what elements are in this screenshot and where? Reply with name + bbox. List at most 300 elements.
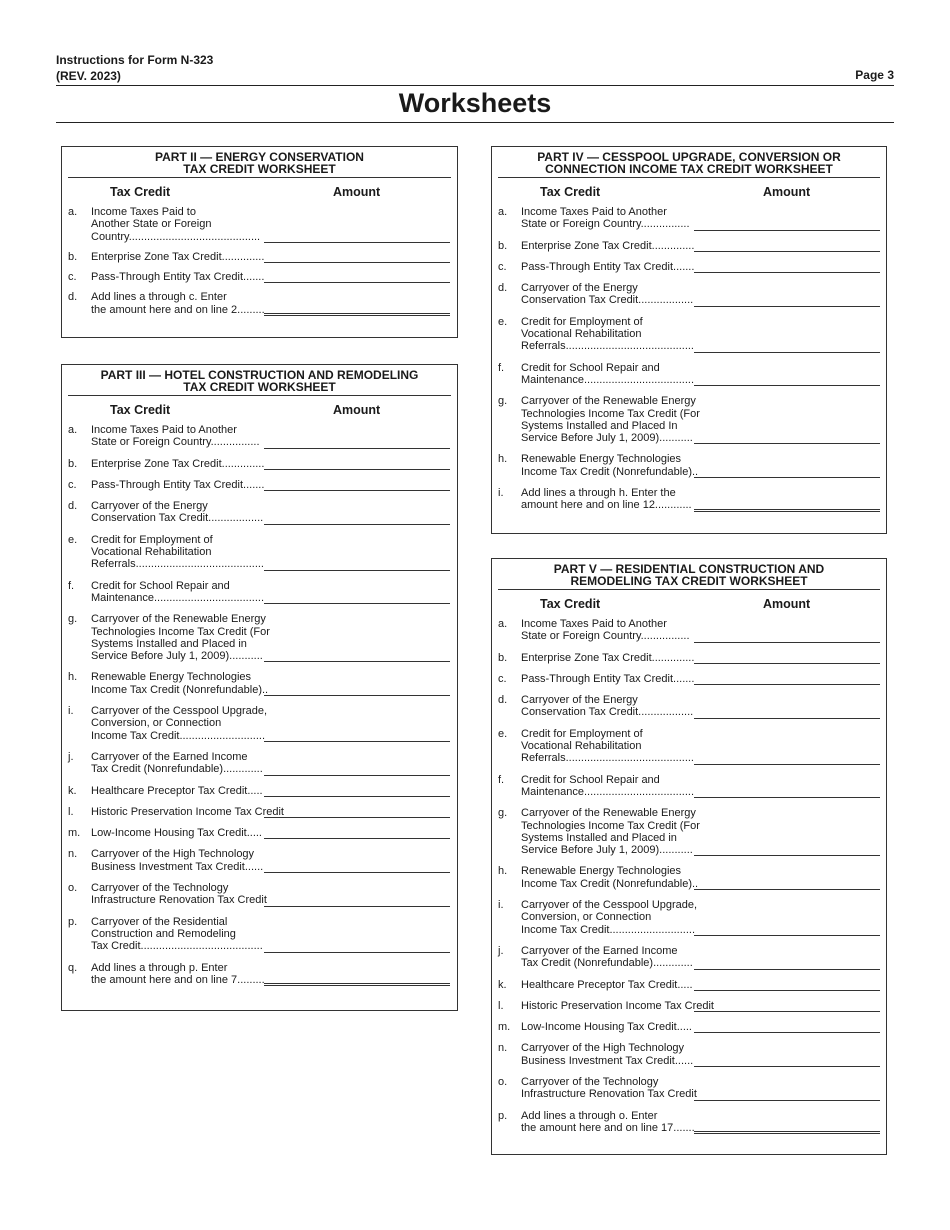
line-description-text: Credit for Employment of	[521, 315, 643, 328]
column-headers	[68, 396, 451, 418]
amount-entry-line[interactable]	[694, 662, 880, 664]
line-description	[521, 1021, 691, 1033]
worksheet-line	[498, 487, 880, 512]
line-description-text: Credit for School Repair and	[91, 579, 230, 592]
line-description	[521, 999, 714, 1012]
line-description-text: Pass-Through Entity Tax Credit.......	[91, 478, 265, 491]
amount-entry-line[interactable]	[694, 1010, 880, 1012]
amount-entry-line[interactable]	[264, 569, 450, 571]
line-description-text: Pass-Through Entity Tax Credit.......	[521, 672, 695, 685]
worksheet-title-line: PART II — ENERGY CONSERVATION	[155, 150, 364, 164]
amount-entry-line[interactable]	[694, 641, 880, 643]
line-description-text: Construction and Remodeling	[91, 927, 236, 940]
worksheet-line	[68, 500, 451, 525]
line-description	[521, 672, 695, 685]
amount-entry-line[interactable]	[694, 989, 880, 991]
line-letter: b.	[68, 250, 78, 263]
worksheet-line	[68, 458, 451, 470]
line-description	[91, 579, 265, 605]
worksheet-line	[68, 827, 451, 839]
amount-entry-line[interactable]	[264, 468, 450, 470]
line-letter: m.	[68, 827, 81, 840]
line-description	[91, 424, 261, 449]
worksheet-title-line: REMODELING TAX CREDIT WORKSHEET	[570, 574, 808, 588]
line-description-text: Historic Preservation Income Tax Credit	[521, 999, 714, 1012]
line-description-text: Credit for Employment of	[521, 727, 643, 740]
worksheet-line	[498, 1042, 880, 1067]
amount-entry-line[interactable]	[264, 602, 450, 604]
worksheet-title-line: PART III — HOTEL CONSTRUCTION AND REMODELING	[100, 368, 419, 382]
line-letter: p.	[68, 915, 78, 928]
amount-entry-line[interactable]	[694, 888, 880, 890]
line-description-text: Carryover of the Renewable Energy	[91, 613, 266, 626]
worksheet-line	[68, 251, 451, 263]
line-description-text: Carryover of the Earned Income	[521, 944, 678, 957]
worksheet-line	[498, 453, 880, 478]
worksheet-title	[68, 365, 451, 396]
amount-entry-line[interactable]	[264, 837, 450, 839]
worksheet-line	[68, 613, 451, 662]
line-letter: f.	[498, 773, 505, 786]
line-description-text: Conservation Tax Credit..................	[521, 706, 694, 719]
line-description-text: Renewable Energy Technologies	[91, 671, 252, 684]
worksheet-line	[498, 694, 880, 719]
amount-entry-line[interactable]	[694, 683, 880, 685]
line-description-text: Renewable Energy Technologies	[521, 453, 682, 466]
line-description-text: Enterprise Zone Tax Credit..............	[91, 457, 265, 470]
amount-entry-line[interactable]	[694, 763, 880, 765]
line-description	[521, 487, 691, 512]
line-description	[521, 979, 691, 991]
amount-entry-line[interactable]	[264, 312, 450, 316]
amount-entry-line[interactable]	[264, 261, 450, 263]
line-description-text: Income Taxes Paid to Another	[521, 206, 667, 218]
line-description-text: Maintenance....................................	[521, 785, 695, 798]
amount-entry-line[interactable]	[694, 250, 880, 252]
amount-entry-line[interactable]	[694, 1130, 880, 1134]
part-3-worksheet	[61, 364, 458, 1011]
amount-entry-line[interactable]	[694, 1031, 880, 1033]
line-letter: o.	[498, 1076, 508, 1089]
line-description-text: Credit for Employment of	[91, 533, 213, 546]
amount-entry-line[interactable]	[694, 717, 880, 719]
amount-entry-line[interactable]	[264, 795, 450, 797]
form-identifier	[56, 52, 213, 84]
line-letter: e.	[68, 533, 78, 546]
line-description	[521, 727, 694, 765]
line-description-text: State or Foreign Country................	[521, 218, 690, 231]
worksheet-line	[498, 282, 880, 307]
line-description	[521, 651, 695, 664]
line-letter: k.	[498, 978, 507, 991]
line-description	[521, 1042, 694, 1067]
line-letter: a.	[68, 206, 78, 218]
amount-entry-line[interactable]	[694, 442, 880, 444]
line-description-text: Infrastructure Renovation Tax Credit	[91, 894, 267, 907]
line-description	[521, 260, 695, 273]
column-headers	[68, 178, 451, 200]
line-description	[91, 271, 265, 284]
amount-entry-line[interactable]	[264, 660, 450, 662]
worksheet-line	[498, 979, 880, 991]
line-description	[91, 827, 261, 839]
line-letter: d.	[68, 500, 78, 513]
line-description-text: Technologies Income Tax Credit (For	[521, 407, 700, 420]
line-letter: j.	[498, 944, 504, 957]
line-description-text: the amount here and on line 17.......	[521, 1121, 695, 1134]
line-letter: h.	[498, 453, 508, 466]
amount-entry-line[interactable]	[694, 854, 880, 856]
amount-entry-line[interactable]	[694, 351, 880, 353]
line-description-text: Service Before July 1, 2009)...........	[91, 650, 263, 663]
worksheet-line	[68, 705, 451, 742]
line-description-text: Enterprise Zone Tax Credit..............	[521, 239, 695, 252]
line-description-text: Carryover of the Technology	[91, 882, 229, 895]
line-description	[521, 945, 691, 970]
amount-entry-line[interactable]	[264, 740, 450, 742]
line-description-text: Historic Preservation Income Tax Credit	[91, 805, 284, 818]
amount-entry-line[interactable]	[694, 934, 880, 936]
line-description-text: Tax Credit (Nonrefundable).............	[521, 957, 693, 970]
worksheet-title-line: CONNECTION INCOME TAX CREDIT WORKSHEET	[545, 162, 833, 176]
line-description-text: Conservation Tax Credit..................	[91, 512, 264, 525]
amount-entry-line[interactable]	[264, 523, 450, 525]
worksheet-line	[68, 271, 451, 283]
line-description-text: Technologies Income Tax Credit (For	[521, 819, 700, 832]
line-letter: m.	[498, 1021, 511, 1034]
line-letter: h.	[68, 671, 78, 684]
line-description-text: Healthcare Preceptor Tax Credit.....	[521, 978, 693, 991]
line-description-text: Vocational Rehabilitation	[521, 740, 642, 753]
worksheet-line	[498, 1110, 880, 1135]
line-description-text: Another State or Foreign	[91, 218, 212, 231]
amount-entry-line[interactable]	[264, 871, 450, 873]
amount-entry-line[interactable]	[694, 1065, 880, 1067]
line-description-text: Business Investment Tax Credit......	[521, 1054, 694, 1067]
line-description-text: State or Foreign Country................	[521, 630, 690, 643]
amount-entry-line[interactable]	[264, 281, 450, 283]
line-letter: g.	[498, 395, 508, 408]
worksheet-line	[498, 1076, 880, 1101]
line-description-text: Infrastructure Renovation Tax Credit	[521, 1088, 697, 1101]
column-headers	[498, 178, 880, 200]
line-letter: d.	[498, 282, 508, 295]
line-letter: c.	[498, 672, 507, 685]
worksheet-line	[68, 806, 451, 818]
line-description-text: Carryover of the Earned Income	[91, 750, 248, 763]
worksheet-line	[68, 751, 451, 776]
line-description	[91, 751, 261, 776]
amount-entry-line[interactable]	[694, 229, 880, 231]
line-description-text: Add lines a through o. Enter	[521, 1109, 658, 1122]
amount-entry-line[interactable]	[264, 816, 450, 818]
worksheet-line	[498, 261, 880, 273]
line-description-text: Pass-Through Entity Tax Credit.......	[91, 271, 265, 284]
worksheet-line	[498, 316, 880, 353]
line-letter: f.	[68, 579, 75, 592]
line-description-text: Income Tax Credit............................	[91, 729, 266, 742]
worksheet-line	[498, 652, 880, 664]
worksheet-line	[498, 945, 880, 970]
line-description-text: Carryover of the Cesspool Upgrade,	[91, 705, 268, 718]
amount-entry-line[interactable]	[694, 384, 880, 386]
line-description	[521, 1109, 695, 1135]
amount-entry-line[interactable]	[264, 447, 450, 449]
line-description-text: the amount here and on line 7.........	[91, 973, 265, 986]
line-description-text: Systems Installed and Placed in	[521, 831, 677, 844]
line-description-text: Conversion, or Connection	[521, 911, 652, 924]
worksheet-title-line: PART V — RESIDENTIAL CONSTRUCTION AND	[553, 562, 825, 576]
line-letter: o.	[68, 882, 78, 895]
amount-entry-line[interactable]	[264, 905, 450, 907]
line-description	[91, 206, 261, 243]
line-description-text: Income Tax Credit............................	[521, 923, 696, 936]
line-description-text: Carryover of the Technology	[521, 1076, 659, 1089]
line-description	[521, 1076, 697, 1101]
line-letter: f.	[498, 361, 505, 374]
line-description-text: Technologies Income Tax Credit (For	[91, 625, 270, 638]
line-description	[91, 478, 265, 491]
worksheet-line	[68, 785, 451, 797]
part-2-worksheet	[61, 146, 458, 338]
line-description-text: Service Before July 1, 2009)...........	[521, 844, 693, 857]
line-description-text: Vocational Rehabilitation	[521, 328, 642, 341]
amount-entry-line[interactable]	[264, 951, 450, 953]
line-description	[521, 865, 699, 890]
line-description-text: Carryover of the High Technology	[521, 1042, 685, 1055]
line-description	[521, 239, 695, 252]
amount-entry-line[interactable]	[264, 982, 450, 986]
line-description	[521, 618, 691, 643]
line-description-text: Tax Credit (Nonrefundable).............	[91, 763, 263, 776]
amount-entry-line[interactable]	[694, 508, 880, 512]
worksheet-line	[68, 882, 451, 907]
line-description	[521, 361, 695, 387]
worksheet-title-line: TAX CREDIT WORKSHEET	[183, 162, 336, 176]
page-title: Worksheets	[398, 88, 552, 118]
line-letter: a.	[68, 424, 78, 436]
line-description	[91, 961, 265, 987]
line-description-text: amount here and on line 12............	[521, 499, 692, 512]
line-letter: l.	[498, 999, 504, 1012]
line-description-text: Low-Income Housing Tax Credit.....	[521, 1021, 692, 1034]
amount-entry-line[interactable]	[694, 271, 880, 273]
line-letter: e.	[498, 315, 508, 328]
line-description	[91, 785, 261, 797]
line-letter: g.	[68, 613, 78, 626]
line-description-text: Add lines a through c. Enter	[91, 291, 227, 304]
line-description	[521, 206, 691, 231]
line-description	[91, 805, 284, 818]
line-description-text: Income Tax Credit (Nonrefundable)..	[521, 465, 699, 478]
worksheet-line	[68, 291, 451, 316]
worksheet-line	[68, 916, 451, 953]
amount-column-header: Amount	[763, 597, 811, 611]
line-description-text: Add lines a through h. Enter the	[521, 487, 676, 500]
line-letter: l.	[68, 805, 74, 818]
amount-entry-line[interactable]	[694, 305, 880, 307]
line-description-text: Referrals..........................................	[521, 340, 694, 353]
line-description	[91, 291, 265, 316]
worksheet-line	[68, 424, 451, 449]
line-description-text: Conversion, or Connection	[91, 717, 222, 730]
line-description	[521, 282, 694, 307]
line-description	[91, 500, 264, 525]
line-description	[521, 395, 700, 445]
line-letter: c.	[68, 478, 77, 491]
worksheet-line	[68, 671, 451, 696]
line-description-text: Carryover of the Energy	[521, 282, 638, 295]
line-letter: i.	[498, 899, 504, 912]
line-description-text: Add lines a through p. Enter	[91, 961, 228, 974]
amount-entry-line[interactable]	[264, 774, 450, 776]
line-letter: i.	[68, 705, 74, 718]
amount-entry-line[interactable]	[264, 694, 450, 696]
amount-entry-line[interactable]	[694, 796, 880, 798]
line-description-text: Country...........................................	[91, 230, 261, 243]
worksheet-line	[498, 1000, 880, 1012]
line-letter: k.	[68, 784, 77, 797]
line-description	[91, 533, 264, 571]
tax-credit-column-header: Tax Credit	[540, 597, 601, 611]
amount-entry-line[interactable]	[264, 489, 450, 491]
line-description-text: Systems Installed and Placed in	[91, 637, 247, 650]
line-description-text: Systems Installed and Placed In	[521, 419, 678, 432]
line-description	[521, 315, 694, 353]
line-description	[521, 807, 700, 857]
line-description-text: Business Investment Tax Credit......	[91, 860, 264, 873]
line-description-text: Low-Income Housing Tax Credit.....	[91, 827, 262, 840]
worksheet-line	[68, 479, 451, 491]
line-description-text: Referrals..........................................	[521, 752, 694, 765]
line-letter: b.	[498, 651, 508, 664]
line-description-text: Credit for School Repair and	[521, 361, 660, 374]
line-letter: c.	[498, 260, 507, 273]
page-number: Page 3	[855, 68, 894, 82]
line-letter: h.	[498, 865, 508, 878]
worksheet-line	[498, 240, 880, 252]
line-description	[91, 882, 267, 907]
worksheet-line	[498, 865, 880, 890]
worksheet-line	[498, 206, 880, 231]
line-description-text: Maintenance....................................	[521, 373, 695, 386]
worksheet-line	[498, 1021, 880, 1033]
worksheet-title	[498, 559, 880, 590]
line-letter: j.	[68, 750, 74, 763]
worksheet-title-line: PART IV — CESSPOOL UPGRADE, CONVERSION OR	[537, 150, 841, 164]
part-4-worksheet	[491, 146, 887, 534]
worksheet-title	[498, 147, 880, 178]
line-letter: e.	[498, 727, 508, 740]
line-description-text: Vocational Rehabilitation	[91, 546, 212, 559]
amount-column-header: Amount	[333, 185, 381, 199]
form-revision: (REV. 2023)	[56, 69, 121, 83]
worksheet-line	[498, 362, 880, 387]
form-name: Instructions for Form N-323	[56, 53, 214, 67]
line-letter: i.	[498, 487, 504, 500]
amount-column-header: Amount	[763, 185, 811, 199]
line-description	[91, 671, 269, 696]
worksheet-line	[68, 580, 451, 605]
line-description-text: Income Tax Credit (Nonrefundable)..	[521, 877, 699, 890]
tax-credit-column-header: Tax Credit	[110, 403, 171, 417]
line-description-text: Income Taxes Paid to Another	[91, 424, 237, 436]
worksheet-line	[68, 962, 451, 987]
line-description	[91, 250, 265, 263]
line-letter: d.	[498, 694, 508, 707]
line-letter: b.	[498, 239, 508, 252]
worksheet-line	[498, 807, 880, 856]
line-description-text: Enterprise Zone Tax Credit..............	[91, 250, 265, 263]
worksheet-line	[498, 673, 880, 685]
tax-credit-column-header: Tax Credit	[110, 185, 171, 199]
worksheet-line	[498, 774, 880, 799]
line-description-text: Carryover of the High Technology	[91, 848, 255, 861]
line-description-text: the amount here and on line 2.........	[91, 303, 265, 316]
line-description	[91, 916, 261, 953]
line-description-text: Pass-Through Entity Tax Credit.......	[521, 260, 695, 273]
line-description-text: Tax Credit........................................	[91, 940, 263, 953]
line-description	[521, 773, 695, 799]
column-headers	[498, 590, 880, 612]
line-description-text: Carryover of the Renewable Energy	[521, 395, 696, 408]
line-letter: a.	[498, 618, 508, 630]
line-description-text: Enterprise Zone Tax Credit..............	[521, 651, 695, 664]
line-description-text: Renewable Energy Technologies	[521, 865, 682, 878]
worksheet-title-line: TAX CREDIT WORKSHEET	[183, 380, 336, 394]
line-letter: g.	[498, 807, 508, 820]
line-letter: q.	[68, 961, 78, 974]
line-description	[91, 848, 264, 873]
worksheet-line	[498, 899, 880, 936]
line-description	[91, 705, 268, 742]
line-letter: c.	[68, 271, 77, 284]
line-description-text: Referrals..........................................	[91, 558, 264, 571]
amount-column-header: Amount	[333, 403, 381, 417]
worksheet-line	[498, 395, 880, 444]
worksheet-title	[68, 147, 451, 178]
line-description-text: Healthcare Preceptor Tax Credit.....	[91, 784, 263, 797]
tax-credit-column-header: Tax Credit	[540, 185, 601, 199]
line-description	[521, 899, 698, 936]
line-letter: b.	[68, 457, 78, 470]
line-letter: a.	[498, 206, 508, 218]
worksheet-line	[68, 848, 451, 873]
line-description-text: Income Taxes Paid to	[91, 206, 196, 218]
amount-entry-line[interactable]	[694, 968, 880, 970]
line-description-text: Carryover of the Renewable Energy	[521, 807, 696, 820]
line-description-text: Income Taxes Paid to Another	[521, 618, 667, 630]
worksheet-line	[498, 728, 880, 765]
worksheet-line	[68, 534, 451, 571]
amount-entry-line[interactable]	[694, 1099, 880, 1101]
line-letter: n.	[498, 1042, 508, 1055]
line-letter: p.	[498, 1109, 508, 1122]
title-divider	[56, 122, 894, 123]
line-letter: n.	[68, 848, 78, 861]
amount-entry-line[interactable]	[264, 241, 450, 243]
line-description-text: Conservation Tax Credit..................	[521, 294, 694, 307]
line-description-text: Carryover of the Energy	[91, 500, 208, 513]
worksheet-line	[68, 206, 451, 243]
line-description	[521, 694, 694, 719]
line-description-text: Income Tax Credit (Nonrefundable)..	[91, 683, 269, 696]
amount-entry-line[interactable]	[694, 476, 880, 478]
line-description	[91, 613, 270, 663]
line-description-text: Carryover of the Cesspool Upgrade,	[521, 899, 698, 912]
header-divider	[56, 85, 894, 86]
line-description-text: Service Before July 1, 2009)...........	[521, 432, 693, 445]
